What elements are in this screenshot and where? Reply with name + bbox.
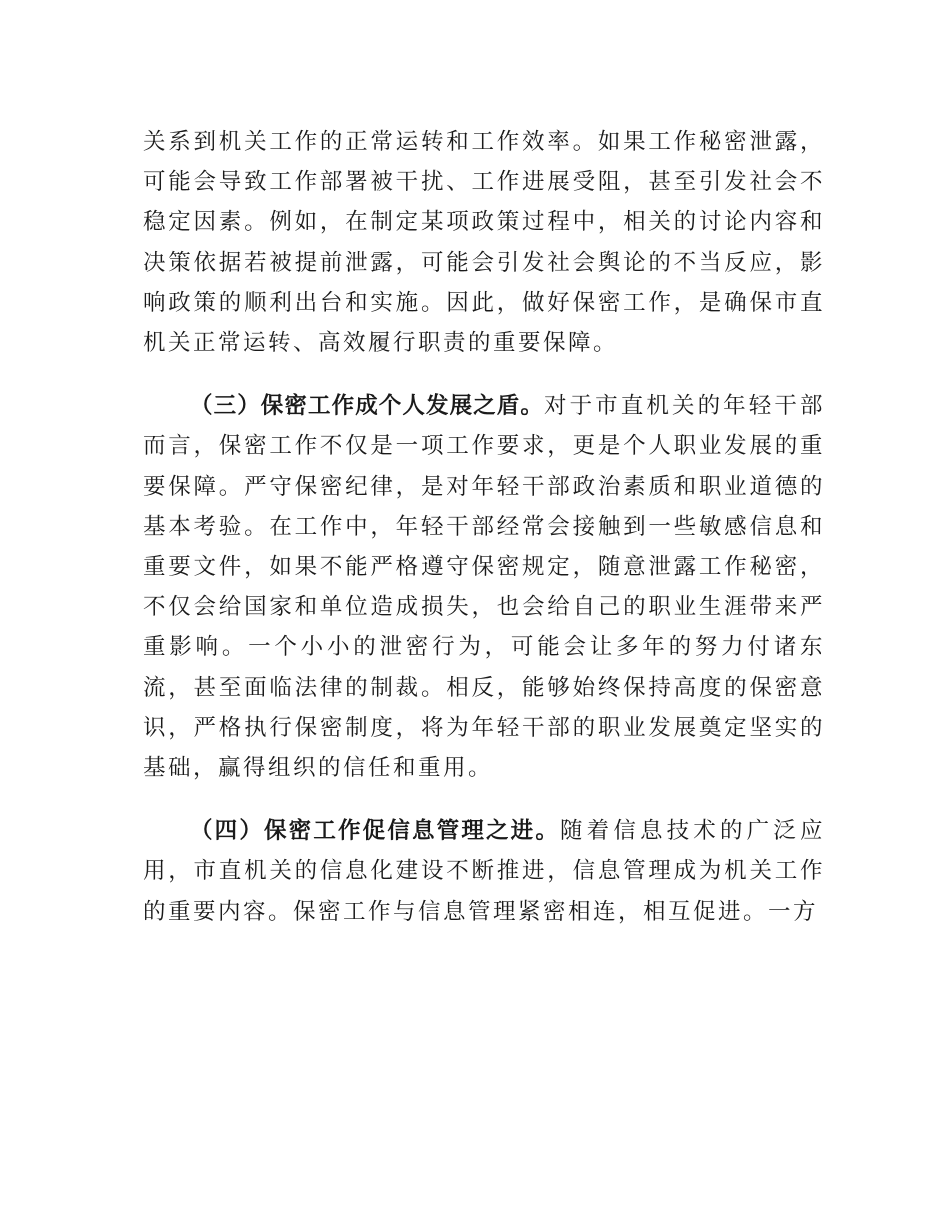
paragraph-continuation xyxy=(143,122,825,363)
paragraph-section-three xyxy=(143,386,825,788)
paragraph-text: 关系到机关工作的正常运转和工作效率。如果工作秘密泄露，可能会导致工作部署被干扰、工作进展受阻，甚至引发社会不稳定因素。例如，在制定某项政策过程中，相关的讨论内容和决策依据若被提前泄露，可能会引发社会舆论的不当反应，影响政策的顺利出台和实施。因此，做好保密工作，是确保市直机关正常运转、高效履行职责的重要保障。 xyxy=(143,129,825,357)
section-heading-four: （四）保密工作促信息管理之进。 xyxy=(190,818,560,845)
paragraph-text: 对于市直机关的年轻干部而言，保密工作不仅是一项工作要求，更是个人职业发展的重要保障。严守保密纪律，是对年轻干部政治素质和职业道德的基本考验。在工作中，年轻干部经常会接触到一些敏感信息和重要文件，如果不能严格遵守保密规定，随意泄露工作秘密，不仅会给国家和单位造成损失，也会给自己的职业生涯带来严重影响。一个小小的泄密行为，可能会让多年的努力付诸东流，甚至面临法律的制裁。相反，能够始终保持高度的保密意识，严格执行保密制度，将为年轻干部的职业发展奠定坚实的基础，赢得组织的信任和重用。 xyxy=(143,393,825,782)
paragraph-text: 随着信息技术的广泛应用，市直机关的信息化建设不断推进，信息管理成为机关工作的重要内容。保密工作与信息管理紧密相连，相互促进。一方 xyxy=(143,818,825,925)
document-body xyxy=(143,122,825,932)
section-heading-three: （三）保密工作成个人发展之盾。 xyxy=(190,393,544,420)
paragraph-section-four xyxy=(143,811,825,932)
